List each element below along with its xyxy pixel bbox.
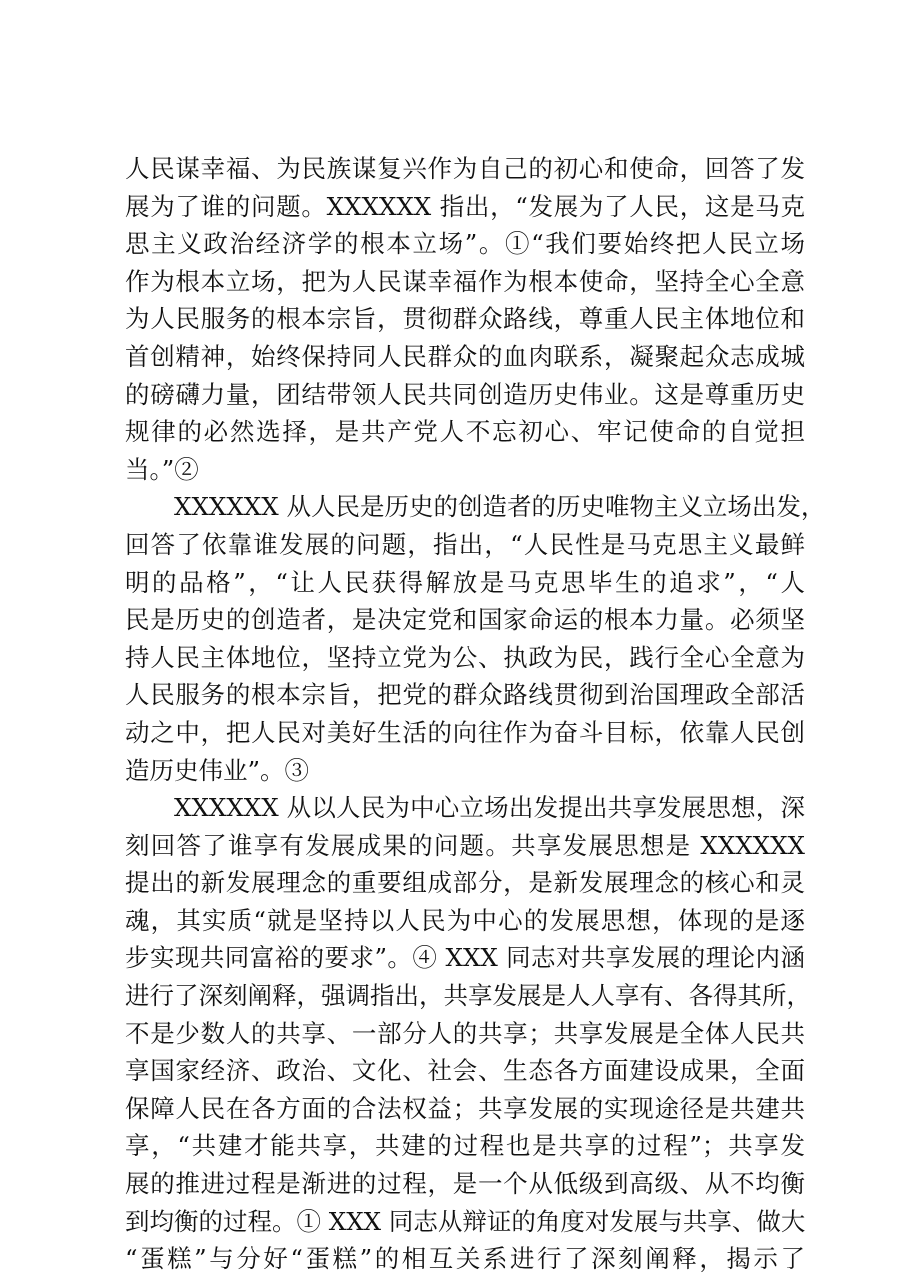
paragraph-2-line-1: XXXXXX 从人民是历史的创造者的历史唯物主义立场出发， — [174, 492, 826, 522]
text-line-1: 人民谋幸福、为民族谋复兴作为自己的初心和使命，回答了发 — [125, 154, 805, 183]
text-line-13: 民是历史的创造者，是决定党和国家命运的根本力量。必须坚 — [125, 605, 805, 635]
text-line-25: 享国家经济、政治、文化、社会、生态各方面建设成果，全面 — [125, 1056, 805, 1086]
text-line-9: 当。”② — [125, 454, 199, 484]
text-line-15: 人民服务的根本宗旨，把党的群众路线贯彻到治国理政全部活 — [125, 680, 805, 710]
text-line-28: 展的推进过程是渐进的过程，是一个从低级到高级、从不均衡 — [125, 1169, 805, 1199]
text-line-23: 进行了深刻阐释，强调指出，共享发展是人人享有、各得其所， — [125, 981, 811, 1011]
text-line-3: 思主义政治经济学的根本立场”。①“我们要始终把人民立场 — [125, 229, 805, 259]
text-line-26: 保障人民在各方面的合法权益；共享发展的实现途径是共建共 — [125, 1093, 805, 1123]
text-line-6: 首创精神，始终保持同人民群众的血肉联系，凝聚起众志成城 — [125, 341, 805, 371]
text-line-14: 持人民主体地位，坚持立党为公、执政为民，践行全心全意为 — [125, 642, 805, 672]
text-line-22: 步实现共同富裕的要求”。④ XXX 同志对共享发展的理论内涵 — [125, 943, 805, 973]
text-line-30: “蛋糕”与分好“蛋糕”的相互关系进行了深刻阐释，揭示了 — [125, 1244, 805, 1274]
text-line-7: 的磅礴力量，团结带领人民共同创造历史伟业。这是尊重历史 — [125, 379, 805, 409]
text-line-16: 动之中，把人民对美好生活的向往作为奋斗目标，依靠人民创 — [125, 717, 805, 747]
text-line-29: 到均衡的过程。① XXX 同志从辩证的角度对发展与共享、做大 — [125, 1206, 806, 1236]
text-line-8: 规律的必然选择，是共产党人不忘初心、牢记使命的自觉担 — [125, 417, 805, 447]
text-line-19: 刻回答了谁享有发展成果的问题。共享发展思想是 XXXXXX — [125, 830, 805, 860]
paragraph-3-line-1: XXXXXX 从以人民为中心立场出发提出共享发展思想，深 — [174, 793, 805, 823]
body-text — [125, 150, 826, 1278]
text-line-4: 作为根本立场，把为人民谋幸福作为根本使命，坚持全心全意 — [125, 266, 805, 296]
text-line-2: 展为了谁的问题。XXXXXX 指出，“发展为了人民，这是马克 — [125, 191, 805, 221]
text-line-27: 享，“共建才能共享，共建的过程也是共享的过程”；共享发 — [125, 1131, 805, 1161]
text-line-12: 明的品格”，“让人民获得解放是马克思毕生的追求”，“人 — [125, 567, 805, 597]
text-line-24: 不是少数人的共享、一部分人的共享；共享发展是全体人民共 — [125, 1018, 805, 1048]
text-line-5: 为人民服务的根本宗旨，贯彻群众路线，尊重人民主体地位和 — [125, 304, 805, 334]
text-line-11: 回答了依靠谁发展的问题，指出，“人民性是马克思主义最鲜 — [125, 529, 805, 559]
text-line-20: 提出的新发展理念的重要组成部分，是新发展理念的核心和灵 — [125, 868, 805, 898]
text-line-21: 魂，其实质“就是坚持以人民为中心的发展思想，体现的是逐 — [125, 905, 805, 935]
text-line-17: 造历史伟业”。③ — [125, 755, 310, 785]
